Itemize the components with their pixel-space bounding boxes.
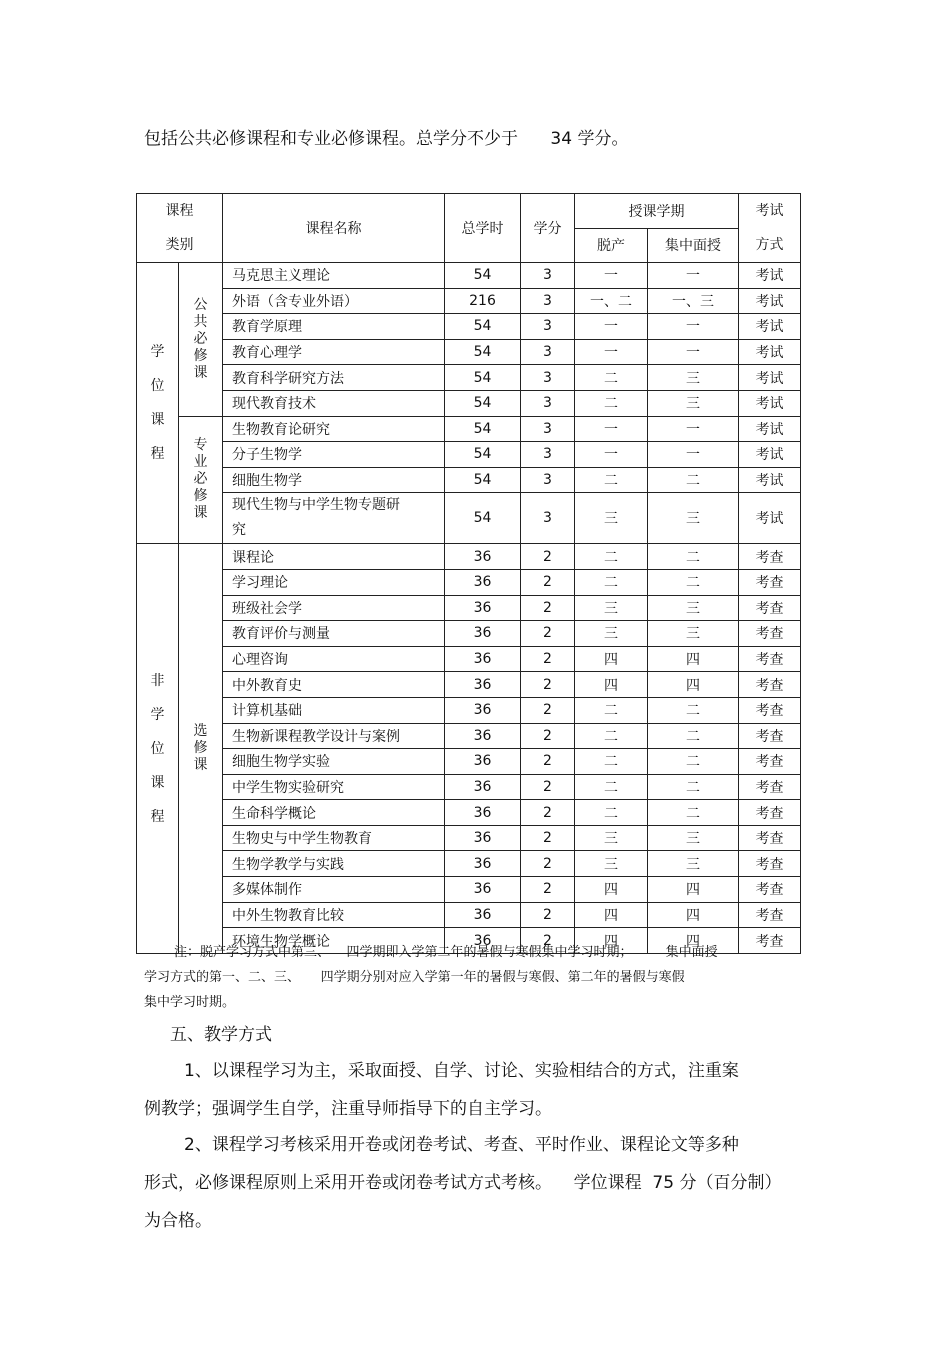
course-credits: 2 bbox=[521, 672, 575, 698]
course-table bbox=[136, 193, 801, 954]
course-hours: 54 bbox=[445, 365, 521, 391]
course-semester-concentrated: 四 bbox=[648, 928, 739, 954]
course-hours: 36 bbox=[445, 672, 521, 698]
table-row bbox=[137, 339, 801, 365]
course-credits: 2 bbox=[521, 646, 575, 672]
table-row bbox=[137, 263, 801, 289]
table-row bbox=[137, 365, 801, 391]
course-hours: 54 bbox=[445, 390, 521, 416]
course-credits: 3 bbox=[521, 390, 575, 416]
course-semester-concentrated: 三 bbox=[648, 595, 739, 621]
course-assessment: 考试 bbox=[739, 365, 801, 391]
course-assessment: 考查 bbox=[739, 749, 801, 775]
course-assessment: 考试 bbox=[739, 416, 801, 442]
course-name: 计算机基础 bbox=[223, 697, 445, 723]
course-hours: 36 bbox=[445, 697, 521, 723]
course-semester-fulltime: 二 bbox=[575, 365, 648, 391]
table-row bbox=[137, 877, 801, 903]
intro-text: 包括公共必修课程和专业必修课程。总学分不少于 34 学分。 bbox=[144, 129, 629, 149]
course-name: 多媒体制作 bbox=[223, 877, 445, 903]
course-name: 课程论 bbox=[223, 544, 445, 570]
course-semester-concentrated: 三 bbox=[648, 390, 739, 416]
course-name: 教育心理学 bbox=[223, 339, 445, 365]
table-row bbox=[137, 646, 801, 672]
course-semester-concentrated: 一 bbox=[648, 263, 739, 289]
course-name: 细胞生物学实验 bbox=[223, 749, 445, 775]
course-credits: 3 bbox=[521, 467, 575, 493]
course-credits: 3 bbox=[521, 263, 575, 289]
course-semester-concentrated: 四 bbox=[648, 672, 739, 698]
course-credits: 2 bbox=[521, 928, 575, 954]
course-name: 马克思主义理论 bbox=[223, 263, 445, 289]
course-semester-concentrated: 三 bbox=[648, 825, 739, 851]
course-name: 学习理论 bbox=[223, 569, 445, 595]
course-semester-fulltime: 四 bbox=[575, 646, 648, 672]
course-semester-fulltime: 二 bbox=[575, 723, 648, 749]
course-credits: 2 bbox=[521, 595, 575, 621]
course-semester-fulltime: 三 bbox=[575, 595, 648, 621]
course-semester-concentrated: 二 bbox=[648, 749, 739, 775]
course-assessment: 考试 bbox=[739, 339, 801, 365]
paragraph-2-line-2: 形式，必修课程原则上采用开卷或闭卷考试方式考核。 学位课程 75 分（百分制） bbox=[144, 1173, 782, 1193]
course-semester-concentrated: 二 bbox=[648, 467, 739, 493]
table-row bbox=[137, 800, 801, 826]
course-semester-fulltime: 一 bbox=[575, 314, 648, 340]
note-line-2: 学习方式的第一、二、三、 四学期分别对应入学第一年的暑假与寒假、第二年的暑假与寒假 bbox=[144, 970, 685, 985]
course-name: 班级社会学 bbox=[223, 595, 445, 621]
course-name: 现代生物与中学生物专题研究 bbox=[223, 493, 445, 544]
course-assessment: 考查 bbox=[739, 800, 801, 826]
course-hours: 36 bbox=[445, 851, 521, 877]
group-nondegree: 非 学 位 课 程 bbox=[137, 544, 179, 954]
course-semester-fulltime: 一 bbox=[575, 416, 648, 442]
group-elective: 选 修 课 bbox=[179, 544, 223, 954]
course-semester-concentrated: 三 bbox=[648, 365, 739, 391]
course-semester-concentrated: 一、三 bbox=[648, 288, 739, 314]
course-credits: 3 bbox=[521, 493, 575, 544]
course-hours: 36 bbox=[445, 825, 521, 851]
course-semester-concentrated: 二 bbox=[648, 544, 739, 570]
table-row bbox=[137, 902, 801, 928]
course-semester-fulltime: 一 bbox=[575, 339, 648, 365]
header-assessment: 考试 方式 bbox=[739, 194, 801, 263]
course-hours: 54 bbox=[445, 263, 521, 289]
course-hours: 54 bbox=[445, 339, 521, 365]
course-hours: 36 bbox=[445, 928, 521, 954]
course-name: 生物学教学与实践 bbox=[223, 851, 445, 877]
group-major-required: 专 业 必 修 课 bbox=[179, 416, 223, 544]
course-credits: 3 bbox=[521, 442, 575, 468]
course-semester-fulltime: 二 bbox=[575, 697, 648, 723]
course-assessment: 考查 bbox=[739, 928, 801, 954]
course-name: 现代教育技术 bbox=[223, 390, 445, 416]
header-mode-concentrated: 集中面授 bbox=[648, 228, 739, 263]
course-semester-concentrated: 二 bbox=[648, 774, 739, 800]
group-public-required: 公 共 必 修 课 bbox=[179, 263, 223, 417]
course-hours: 54 bbox=[445, 442, 521, 468]
course-hours: 36 bbox=[445, 723, 521, 749]
course-hours: 54 bbox=[445, 493, 521, 544]
course-assessment: 考查 bbox=[739, 877, 801, 903]
course-semester-fulltime: 一、二 bbox=[575, 288, 648, 314]
course-name: 外语（含专业外语） bbox=[223, 288, 445, 314]
paragraph-2-line-1: 2、课程学习考核采用开卷或闭卷考试、考查、平时作业、课程论文等多种 bbox=[184, 1135, 739, 1155]
course-hours: 36 bbox=[445, 595, 521, 621]
header-name: 课程名称 bbox=[223, 194, 445, 263]
course-semester-fulltime: 四 bbox=[575, 928, 648, 954]
table-row bbox=[137, 467, 801, 493]
course-semester-concentrated: 一 bbox=[648, 442, 739, 468]
table-row bbox=[137, 595, 801, 621]
course-semester-concentrated: 四 bbox=[648, 902, 739, 928]
table-row bbox=[137, 723, 801, 749]
course-assessment: 考试 bbox=[739, 263, 801, 289]
table-row bbox=[137, 697, 801, 723]
course-hours: 36 bbox=[445, 774, 521, 800]
course-semester-fulltime: 二 bbox=[575, 569, 648, 595]
course-assessment: 考试 bbox=[739, 467, 801, 493]
course-hours: 36 bbox=[445, 621, 521, 647]
course-name: 生物教育论研究 bbox=[223, 416, 445, 442]
course-name: 中外教育史 bbox=[223, 672, 445, 698]
course-semester-fulltime: 四 bbox=[575, 672, 648, 698]
course-assessment: 考试 bbox=[739, 288, 801, 314]
course-assessment: 考查 bbox=[739, 646, 801, 672]
paragraph-1-line-2: 例教学；强调学生自学，注重导师指导下的自主学习。 bbox=[144, 1099, 552, 1119]
table-note bbox=[144, 940, 804, 1015]
course-credits: 2 bbox=[521, 749, 575, 775]
course-semester-concentrated: 二 bbox=[648, 697, 739, 723]
course-hours: 36 bbox=[445, 544, 521, 570]
course-name: 中外生物教育比较 bbox=[223, 902, 445, 928]
course-hours: 54 bbox=[445, 314, 521, 340]
table-row bbox=[137, 851, 801, 877]
course-credits: 2 bbox=[521, 800, 575, 826]
header-hours: 总学时 bbox=[445, 194, 521, 263]
course-assessment: 考查 bbox=[739, 672, 801, 698]
header-mode-fulltime: 脱产 bbox=[575, 228, 648, 263]
course-semester-fulltime: 三 bbox=[575, 825, 648, 851]
table-row bbox=[137, 569, 801, 595]
course-name: 细胞生物学 bbox=[223, 467, 445, 493]
course-semester-fulltime: 四 bbox=[575, 902, 648, 928]
course-credits: 2 bbox=[521, 877, 575, 903]
course-semester-fulltime: 一 bbox=[575, 263, 648, 289]
course-name: 环境生物学概论 bbox=[223, 928, 445, 954]
header-semester: 授课学期 bbox=[575, 194, 739, 229]
course-assessment: 考查 bbox=[739, 825, 801, 851]
course-credits: 2 bbox=[521, 723, 575, 749]
paragraph-1 bbox=[144, 1052, 804, 1128]
course-hours: 36 bbox=[445, 569, 521, 595]
table-row bbox=[137, 672, 801, 698]
course-name: 教育科学研究方法 bbox=[223, 365, 445, 391]
course-credits: 2 bbox=[521, 774, 575, 800]
course-assessment: 考查 bbox=[739, 595, 801, 621]
course-credits: 2 bbox=[521, 544, 575, 570]
table-row bbox=[137, 288, 801, 314]
table-row bbox=[137, 314, 801, 340]
course-assessment: 考查 bbox=[739, 621, 801, 647]
group-degree: 学 位 课 程 bbox=[137, 263, 179, 544]
table-row bbox=[137, 749, 801, 775]
course-semester-concentrated: 三 bbox=[648, 851, 739, 877]
course-semester-fulltime: 一 bbox=[575, 442, 648, 468]
course-semester-concentrated: 四 bbox=[648, 646, 739, 672]
course-name: 生命科学概论 bbox=[223, 800, 445, 826]
course-semester-concentrated: 一 bbox=[648, 314, 739, 340]
paragraph-2-line-3: 为合格。 bbox=[144, 1211, 212, 1231]
course-name: 心理咨询 bbox=[223, 646, 445, 672]
section-title: 五、教学方式 bbox=[170, 1025, 272, 1045]
course-hours: 54 bbox=[445, 416, 521, 442]
course-semester-concentrated: 二 bbox=[648, 569, 739, 595]
course-semester-concentrated: 一 bbox=[648, 416, 739, 442]
course-semester-fulltime: 三 bbox=[575, 621, 648, 647]
course-assessment: 考试 bbox=[739, 314, 801, 340]
course-semester-fulltime: 二 bbox=[575, 467, 648, 493]
course-name: 教育评价与测量 bbox=[223, 621, 445, 647]
course-semester-fulltime: 二 bbox=[575, 800, 648, 826]
course-assessment: 考查 bbox=[739, 544, 801, 570]
course-assessment: 考查 bbox=[739, 774, 801, 800]
course-assessment: 考试 bbox=[739, 390, 801, 416]
course-name: 中学生物实验研究 bbox=[223, 774, 445, 800]
course-semester-concentrated: 一 bbox=[648, 339, 739, 365]
course-hours: 216 bbox=[445, 288, 521, 314]
note-line-3: 集中学习时期。 bbox=[144, 995, 236, 1010]
course-semester-fulltime: 二 bbox=[575, 544, 648, 570]
table-row bbox=[137, 493, 801, 544]
course-semester-concentrated: 三 bbox=[648, 493, 739, 544]
course-assessment: 考查 bbox=[739, 569, 801, 595]
course-hours: 36 bbox=[445, 877, 521, 903]
course-credits: 2 bbox=[521, 621, 575, 647]
course-hours: 36 bbox=[445, 800, 521, 826]
header-credits: 学分 bbox=[521, 194, 575, 263]
course-semester-fulltime: 四 bbox=[575, 877, 648, 903]
table-row bbox=[137, 621, 801, 647]
course-assessment: 考查 bbox=[739, 902, 801, 928]
course-semester-concentrated: 三 bbox=[648, 621, 739, 647]
course-name: 生物新课程教学设计与案例 bbox=[223, 723, 445, 749]
course-hours: 54 bbox=[445, 467, 521, 493]
course-semester-concentrated: 二 bbox=[648, 723, 739, 749]
course-name: 教育学原理 bbox=[223, 314, 445, 340]
table-row bbox=[137, 544, 801, 570]
course-credits: 2 bbox=[521, 697, 575, 723]
course-assessment: 考查 bbox=[739, 697, 801, 723]
course-assessment: 考查 bbox=[739, 723, 801, 749]
table-row bbox=[137, 825, 801, 851]
table-row bbox=[137, 416, 801, 442]
note-line-1: 注：脱产学习方式中第三、 四学期即入学第二年的暑假与寒假集中学习时期； 集中面授 bbox=[174, 945, 718, 960]
course-semester-fulltime: 二 bbox=[575, 749, 648, 775]
course-hours: 36 bbox=[445, 749, 521, 775]
course-name: 生物史与中学生物教育 bbox=[223, 825, 445, 851]
course-assessment: 考试 bbox=[739, 493, 801, 544]
course-semester-fulltime: 二 bbox=[575, 390, 648, 416]
table-row bbox=[137, 774, 801, 800]
header-category: 课程 类别 bbox=[137, 194, 223, 263]
table-row bbox=[137, 442, 801, 468]
course-semester-concentrated: 四 bbox=[648, 877, 739, 903]
course-credits: 2 bbox=[521, 902, 575, 928]
course-semester-fulltime: 三 bbox=[575, 851, 648, 877]
course-credits: 3 bbox=[521, 365, 575, 391]
course-credits: 3 bbox=[521, 288, 575, 314]
course-credits: 2 bbox=[521, 851, 575, 877]
course-semester-concentrated: 二 bbox=[648, 800, 739, 826]
course-credits: 3 bbox=[521, 339, 575, 365]
course-credits: 2 bbox=[521, 569, 575, 595]
course-hours: 36 bbox=[445, 646, 521, 672]
course-assessment: 考试 bbox=[739, 442, 801, 468]
course-semester-fulltime: 二 bbox=[575, 774, 648, 800]
course-hours: 36 bbox=[445, 902, 521, 928]
paragraph-1-line-1: 1、以课程学习为主，采取面授、自学、讨论、实验相结合的方式，注重案 bbox=[184, 1061, 739, 1081]
course-credits: 3 bbox=[521, 416, 575, 442]
course-assessment: 考查 bbox=[739, 851, 801, 877]
course-credits: 3 bbox=[521, 314, 575, 340]
course-semester-fulltime: 三 bbox=[575, 493, 648, 544]
header-row bbox=[137, 194, 801, 229]
table-row bbox=[137, 390, 801, 416]
paragraph-2 bbox=[144, 1126, 804, 1240]
course-credits: 2 bbox=[521, 825, 575, 851]
course-name: 分子生物学 bbox=[223, 442, 445, 468]
